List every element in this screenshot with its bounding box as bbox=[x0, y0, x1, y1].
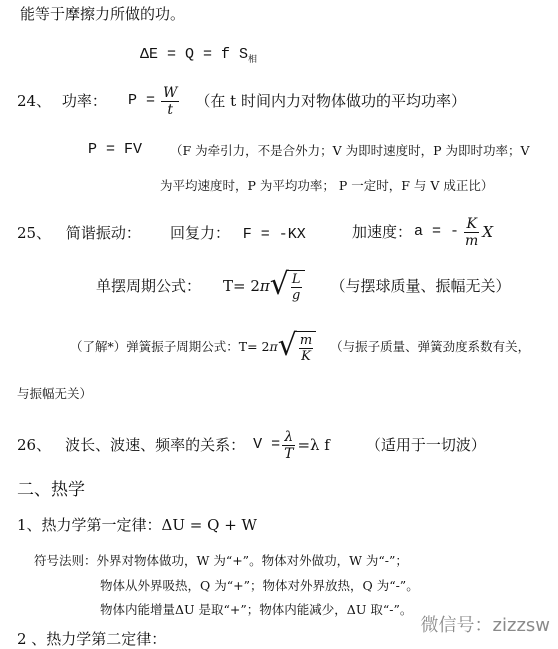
item-25-title: 简谐振动： bbox=[65, 224, 141, 242]
spring-radical bbox=[277, 327, 316, 364]
sqrt-icon: √ bbox=[277, 327, 297, 363]
item-26-number: 26、 bbox=[17, 436, 52, 454]
second-law: 2 、热力学第二定律： bbox=[17, 630, 167, 648]
pendulum-radicand bbox=[288, 270, 305, 303]
power-eq-lhs: P = bbox=[128, 92, 156, 109]
watermark: 微信号：zizzsw bbox=[420, 615, 550, 636]
spring-formula bbox=[70, 325, 530, 369]
energy-equation bbox=[140, 46, 257, 69]
sign-rule: 符号法则：外界对物体做功，W 为“+”。物体对外做功，W 为“-”； bbox=[34, 553, 408, 568]
item-25-number: 25、 bbox=[17, 224, 52, 242]
power-formula bbox=[128, 84, 466, 118]
section-heading-thermodynamics: 二、热学 bbox=[17, 480, 85, 500]
item-24-title: 功率： bbox=[61, 92, 107, 110]
item-26-title: 波长、波速、频率的关系： bbox=[65, 436, 246, 454]
wave-eq-left: V = bbox=[253, 436, 281, 453]
power-fv-formula: P = FV bbox=[88, 141, 143, 158]
wave-numerator: λ bbox=[284, 428, 294, 445]
energy-subscript: 相 bbox=[248, 55, 258, 65]
acceleration-eq: a = - bbox=[414, 223, 460, 240]
item-24-power bbox=[17, 92, 107, 110]
power-fraction bbox=[161, 85, 179, 118]
power-fv-note-1: （F 为牵引力，不是合外力；V 为即时速度时，P 为即时功率；V bbox=[170, 143, 530, 158]
power-fv-note-2: 为平均速度时，P 为平均功率； P 一定时，F 与 V 成正比） bbox=[160, 178, 494, 193]
spring-note-2: 与振幅无关） bbox=[17, 386, 93, 401]
pendulum-radical bbox=[269, 266, 305, 303]
wave-denominator: T bbox=[284, 445, 294, 462]
pendulum-note: （与摆球质量、振幅无关） bbox=[330, 277, 511, 295]
pendulum-numerator: L bbox=[291, 271, 301, 287]
sqrt-icon: √ bbox=[269, 266, 289, 302]
spring-radicand bbox=[296, 331, 316, 364]
acceleration-numerator: K bbox=[466, 215, 477, 232]
power-denominator: t bbox=[167, 101, 174, 118]
text-line-top: 能等于摩擦力所做的功。 bbox=[20, 5, 186, 23]
wave-fraction bbox=[282, 429, 295, 462]
power-numerator: W bbox=[163, 84, 178, 101]
energy-equation-text: ΔE = Q = f S bbox=[140, 46, 249, 63]
pendulum-formula bbox=[96, 264, 511, 308]
wave-note: （适用于一切波） bbox=[365, 436, 486, 454]
spring-denominator: K bbox=[301, 348, 311, 364]
restoring-force bbox=[170, 224, 306, 244]
pendulum-label: 单摆周期公式： bbox=[96, 277, 202, 295]
acceleration-denominator: m bbox=[465, 232, 479, 249]
pendulum-denominator: g bbox=[292, 287, 301, 303]
spring-pi: π bbox=[269, 339, 278, 354]
acceleration-fraction bbox=[463, 216, 480, 249]
spring-note-1: （与振子质量、弹簧劲度系数有关， bbox=[330, 339, 531, 354]
acceleration-x: X bbox=[482, 223, 493, 241]
spring-numerator: m bbox=[299, 332, 313, 348]
acceleration-label: 加速度： bbox=[352, 223, 413, 241]
pendulum-pi: π bbox=[259, 277, 270, 295]
item-25-shm bbox=[17, 224, 141, 242]
pendulum-eq: T= 2 bbox=[223, 277, 260, 295]
item-24-number: 24、 bbox=[17, 92, 52, 110]
restoring-force-eq: F = -KX bbox=[242, 226, 306, 243]
first-law: 1、热力学第一定律：ΔU = Q + W bbox=[17, 516, 257, 534]
restoring-force-label: 回复力： bbox=[170, 224, 231, 242]
wave-eq-right: =λ f bbox=[297, 436, 330, 454]
heat-rule: 物体从外界吸热，Q 为“+”；物体对外界放热，Q 为“-”。 bbox=[100, 578, 419, 593]
item-26-wave bbox=[17, 423, 486, 467]
internal-energy-rule: 物体内能增量ΔU 是取“+”；物体内能减少，ΔU 取“-”。 bbox=[100, 602, 413, 617]
acceleration-formula bbox=[352, 212, 493, 252]
power-note: （在 t 时间内力对物体做功的平均功率） bbox=[195, 92, 466, 110]
spring-label: （了解*）弹簧振子周期公式：T= 2 bbox=[70, 339, 270, 354]
